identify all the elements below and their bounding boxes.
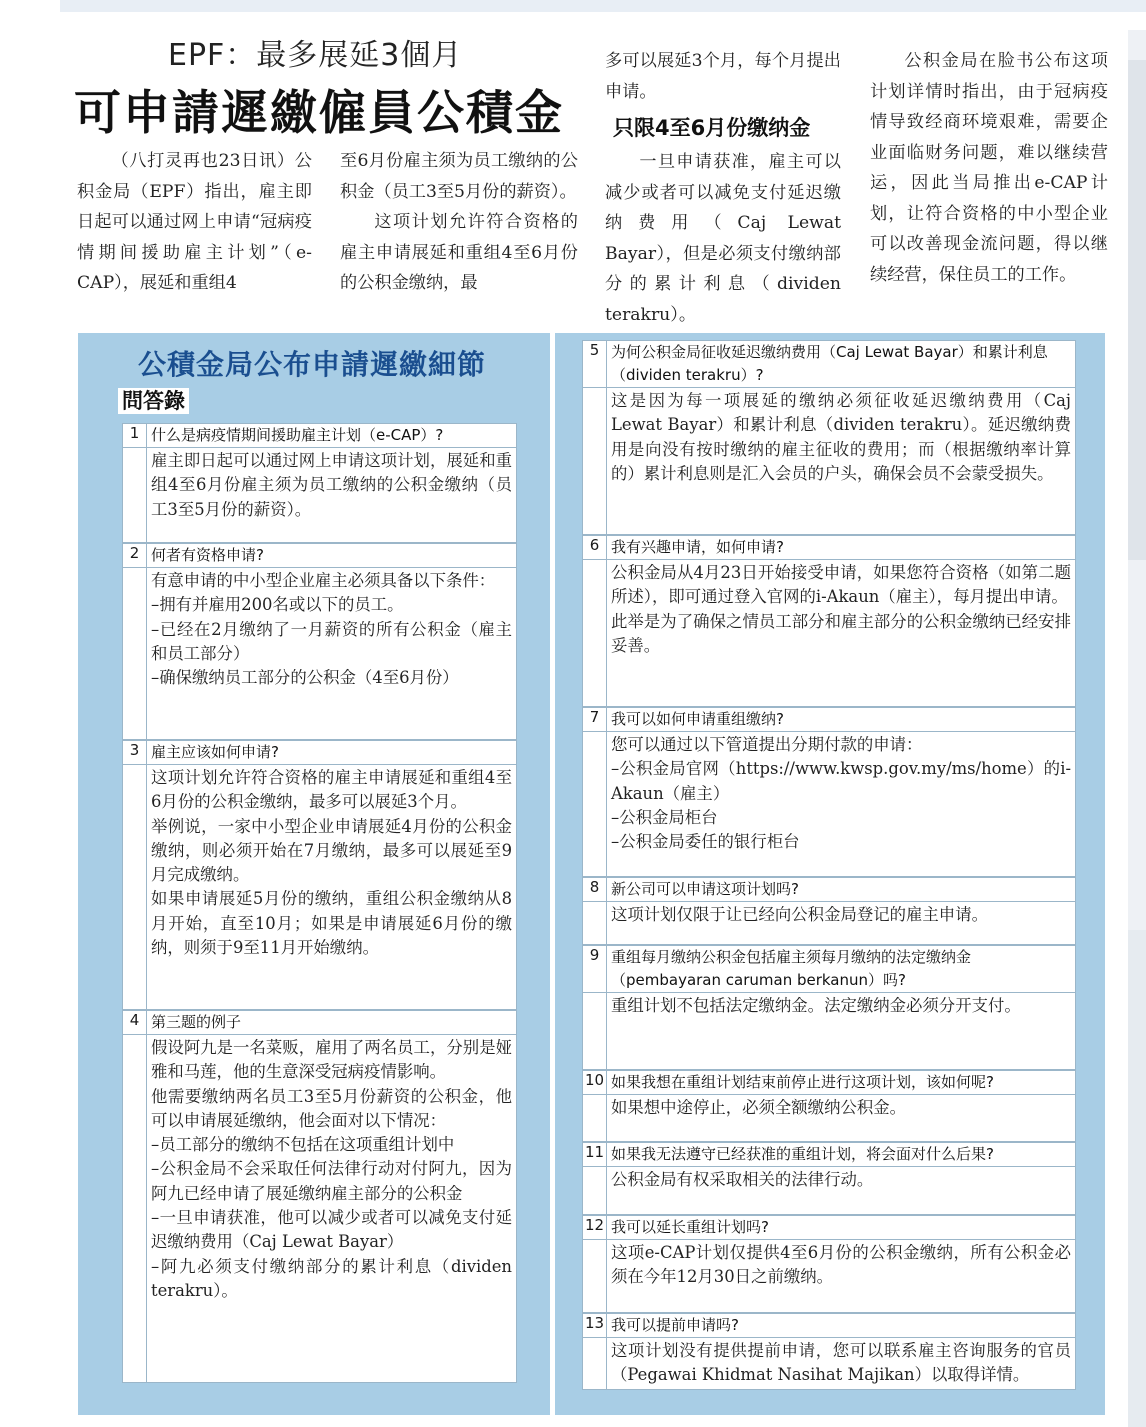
qa-question: 我可以延长重组计划吗?	[611, 1218, 769, 1236]
qa-answer	[607, 732, 1075, 876]
qa-item	[582, 877, 1076, 945]
article-headline: 可申請遲繳僱員公積金	[74, 86, 564, 141]
qa-item	[582, 1313, 1076, 1390]
qa-number-cell	[583, 732, 607, 876]
article-subtitle: EPF：最多展延3個月	[168, 38, 463, 73]
qa-answer-row	[583, 560, 1075, 706]
qa-answer-row	[123, 765, 516, 1009]
qa-question: 何者有资格申请?	[151, 546, 264, 564]
qa-question: 重组每月缴纳公积金包括雇主须每月缴纳的法定缴纳金（pembayaran caruman berkanun）吗?	[611, 948, 972, 989]
qa-answer-line: 这项计划仅限于让已经向公积金局登记的雇主申请。	[611, 905, 988, 924]
adjacent-page-mark	[1128, 60, 1146, 560]
qa-question-row	[123, 424, 516, 448]
qa-number: 3	[123, 741, 147, 764]
qa-number: 13	[583, 1314, 607, 1337]
qa-number: 11	[583, 1143, 607, 1166]
qa-question-row	[583, 1314, 1075, 1338]
qa-item	[582, 340, 1076, 535]
qa-question-row	[583, 1216, 1075, 1240]
qa-answer-row	[123, 568, 516, 739]
qa-answer-row	[583, 1338, 1075, 1389]
qa-question-row	[123, 741, 516, 765]
top-band	[60, 0, 1146, 12]
qa-number-cell	[583, 1338, 607, 1389]
qa-answer-line: –一旦申请获准，他可以减少或者可以减免支付延迟缴纳费用（Caj Lewat Bayar）	[151, 1208, 512, 1252]
qa-item	[582, 1070, 1076, 1142]
qa-number: 9	[583, 946, 607, 992]
qa-answer-row	[123, 448, 516, 542]
qa-question: 我可以提前申请吗?	[611, 1316, 739, 1334]
qa-number-cell	[583, 902, 607, 944]
qa-item	[582, 945, 1076, 1070]
qa-number-cell	[583, 560, 607, 706]
qa-item	[582, 707, 1076, 877]
qa-number: 5	[583, 341, 607, 387]
qa-answer	[147, 765, 516, 1009]
qa-answer-line: 举例说，一家中小型企业申请展延4月份的公积金缴纳，则必须开始在7月缴纳，最多可以展延至9月完成缴纳。	[151, 816, 512, 885]
qa-question-row	[123, 1011, 516, 1035]
qa-item	[122, 543, 517, 740]
qa-answer-row	[583, 902, 1075, 944]
qa-number: 6	[583, 536, 607, 559]
adjacent-page-strip	[1128, 30, 1146, 1427]
article-column-4	[870, 46, 1108, 290]
qa-answer-line: –拥有并雇用200名或以下的员工。	[151, 595, 404, 615]
qa-answer-line: 这是因为每一项展延的缴纳必须征收延迟缴纳费用（Caj Lewat Bayar）和累计利息（dividen terakru）。延迟缴纳费用是向没有按时缴纳的雇主征收的费用；而（根据缴纳率计算的）累计利息则是汇入会员的户头，确保会员不会蒙受损失。	[611, 391, 1071, 483]
qa-answer-line: 如果想中途停止，必须全额缴纳公积金。	[611, 1098, 907, 1117]
qa-number-cell	[123, 448, 147, 542]
qa-answer-line: –员工部分的缴纳不包括在这项重组计划中	[151, 1135, 455, 1155]
qa-question-row	[583, 341, 1075, 388]
qa-question-row	[583, 878, 1075, 902]
qa-answer-line: –公积金局柜台	[611, 807, 718, 827]
qa-item	[582, 535, 1076, 707]
qa-number: 12	[583, 1216, 607, 1239]
qa-answer-line: 有意申请的中小型企业雇主必须具备以下条件：	[151, 571, 496, 590]
article-paragraph: 一旦申请获准，雇主可以减少或者可以减免支付延迟缴纳费用（Caj Lewat Bayar），但是必须支付缴纳部分的累计利息（dividen terakru）。	[605, 152, 841, 325]
qa-answer-row	[583, 1167, 1075, 1214]
qa-number-cell	[123, 765, 147, 1009]
qa-answer-line: –公积金局委任的银行柜台	[611, 832, 800, 852]
qa-answer-row	[583, 1240, 1075, 1312]
qa-question: 我有兴趣申请，如何申请?	[611, 538, 784, 556]
qa-answer	[607, 560, 1075, 706]
qa-item	[582, 1215, 1076, 1313]
qa-answer	[147, 1035, 516, 1382]
qa-item	[582, 1142, 1076, 1215]
qa-answer-line: –已经在2月缴纳了一月薪资的所有公积金（雇主和员工部分）	[151, 619, 512, 663]
qa-number-cell	[123, 568, 147, 739]
qa-answer-row	[583, 732, 1075, 876]
article-column-3	[605, 46, 841, 330]
qa-answer-line: 这项计划允许符合资格的雇主申请展延和重组4至6月份的公积金缴纳，最多可以展延3个月。	[151, 768, 512, 812]
qa-item	[122, 1010, 517, 1383]
qa-tag-label: 問答錄	[118, 388, 189, 414]
qa-answer-line: –确保缴纳员工部分的公积金（4至6月份）	[151, 668, 459, 688]
qa-answer-line: 他需要缴纳两名员工3至5月份薪资的公积金，他可以申请展延缴纳，他会面对以下情况：	[151, 1086, 512, 1130]
qa-item	[122, 740, 517, 1010]
qa-answer	[607, 388, 1075, 557]
qa-answer-line: 这项计划没有提供提前申请，您可以联系雇主咨询服务的官员（Pegawai Khidmat Nasihat Majikan）以取得详情。	[611, 1341, 1071, 1385]
article-paragraph: 至6月份雇主须为员工缴纳的公积金（员工3至5月份的薪资）。	[340, 151, 578, 202]
qa-question: 第三题的例子	[151, 1013, 242, 1031]
adjacent-page-mark	[1128, 930, 1146, 1427]
qa-question: 什么是病疫情期间援助雇主计划（e-CAP）?	[151, 426, 444, 444]
qa-answer-line: 如果申请展延5月份的缴纳，重组公积金缴纳从8月开始，直至10月；如果是申请展延6月份的缴纳，则须于9至11月开始缴纳。	[151, 889, 512, 958]
qa-question-row	[583, 536, 1075, 560]
qa-number-cell	[583, 1240, 607, 1312]
qa-answer	[607, 902, 1075, 944]
qa-question-row	[583, 708, 1075, 732]
qa-answer	[607, 1095, 1075, 1141]
qa-answer-line: 这项e-CAP计划仅提供4至6月份的公积金缴纳，所有公积金必须在今年12月30日之前缴纳。	[611, 1243, 1071, 1287]
qa-answer-line: –阿九必须支付缴纳部分的累计利息（dividen terakru）。	[151, 1256, 512, 1300]
qa-question-row	[123, 544, 516, 568]
qa-question: 如果我想在重组计划结束前停止进行这项计划，该如何呢?	[611, 1073, 994, 1091]
qa-number-cell	[583, 1095, 607, 1141]
qa-number: 7	[583, 708, 607, 731]
qa-number-cell	[583, 1167, 607, 1214]
qa-number: 10	[583, 1071, 607, 1094]
article-column-2	[340, 146, 578, 299]
qa-answer	[607, 1338, 1075, 1389]
qa-answer-line: –公积金局不会采取任何法律行动对付阿九，因为阿九已经申请了展延缴纳雇主部分的公积金	[151, 1159, 512, 1203]
qa-answer-line: 公积金局有权采取相关的法律行动。	[611, 1170, 874, 1189]
qa-question: 雇主应该如何申请?	[151, 743, 279, 761]
article-paragraph: 多可以展延3个月，每个月提出申请。	[605, 51, 841, 102]
qa-number-cell	[123, 1035, 147, 1382]
qa-answer-row	[583, 1095, 1075, 1141]
qa-answer	[147, 448, 516, 542]
qa-number: 2	[123, 544, 147, 567]
qa-question: 我可以如何申请重组缴纳?	[611, 710, 784, 728]
qa-answer-line: 您可以通过以下管道提出分期付款的申请：	[611, 735, 923, 754]
qa-number-cell	[583, 388, 607, 557]
qa-answer-line: 此举是为了确保之情员工部分和雇主部分的公积金缴纳已经安排妥善。	[611, 611, 1071, 655]
qa-question-row	[583, 1071, 1075, 1095]
qa-answer-row	[123, 1035, 516, 1382]
article-column-1	[77, 146, 312, 299]
qa-answer-row	[583, 388, 1075, 557]
qa-question-row	[583, 1143, 1075, 1167]
qa-answer	[607, 1167, 1075, 1214]
qa-question: 新公司可以申请这项计划吗?	[611, 880, 799, 898]
qa-answer-line: 公积金局从4月23日开始接受申请，如果您符合资格（如第二题所述），即可通过登入官网的i-Akaun（雇主），每月提出申请。	[611, 563, 1071, 607]
qa-answer	[147, 568, 516, 739]
qa-box-title: 公積金局公布申請遲繳細節	[138, 348, 487, 381]
qa-answer	[607, 1240, 1075, 1312]
article-subheading: 只限4至6月份缴纳金	[613, 116, 811, 140]
article-paragraph: （八打灵再也23日讯）公积金局（EPF）指出，雇主即日起可以通过网上申请“冠病疫情期间援助雇主计划”（e-CAP），展延和重组4	[77, 151, 312, 293]
qa-number: 1	[123, 424, 147, 447]
qa-answer-line: 重组计划不包括法定缴纳金。法定缴纳金必须分开支付。	[611, 996, 1021, 1015]
article-paragraph: 这项计划允许符合资格的雇主申请展延和重组4至6月份的公积金缴纳，最	[340, 212, 578, 293]
qa-question: 如果我无法遵守已经获准的重组计划，将会面对什么后果?	[611, 1145, 994, 1163]
qa-number: 4	[123, 1011, 147, 1034]
qa-answer-line: 雇主即日起可以通过网上申请这项计划，展延和重组4至6月份雇主须为员工缴纳的公积金缴纳（员工3至5月份的薪资）。	[151, 451, 512, 519]
qa-answer-line: –公积金局官网（https://www.kwsp.gov.my/ms/home）的i-Akaun（雇主）	[611, 759, 1071, 803]
qa-item	[122, 423, 517, 543]
qa-answer-line: 假设阿九是一名菜贩，雇用了两名员工，分别是娅雅和马莲，他的生意深受冠病疫情影响。	[151, 1038, 512, 1082]
article-paragraph: 公积金局在脸书公布这项计划详情时指出，由于冠病疫情导致经商环境艰难，需要企业面临财务问题，难以继续营运，因此当局推出e-CAP计划，让符合资格的中小型企业可以改善现金流问题，得以继续经营，保住员工的工作。	[870, 51, 1108, 285]
qa-number: 8	[583, 878, 607, 901]
qa-question-row	[583, 946, 1075, 993]
qa-question: 为何公积金局征收延迟缴纳费用（Caj Lewat Bayar）和累计利息（dividen terakru）?	[611, 343, 1048, 384]
